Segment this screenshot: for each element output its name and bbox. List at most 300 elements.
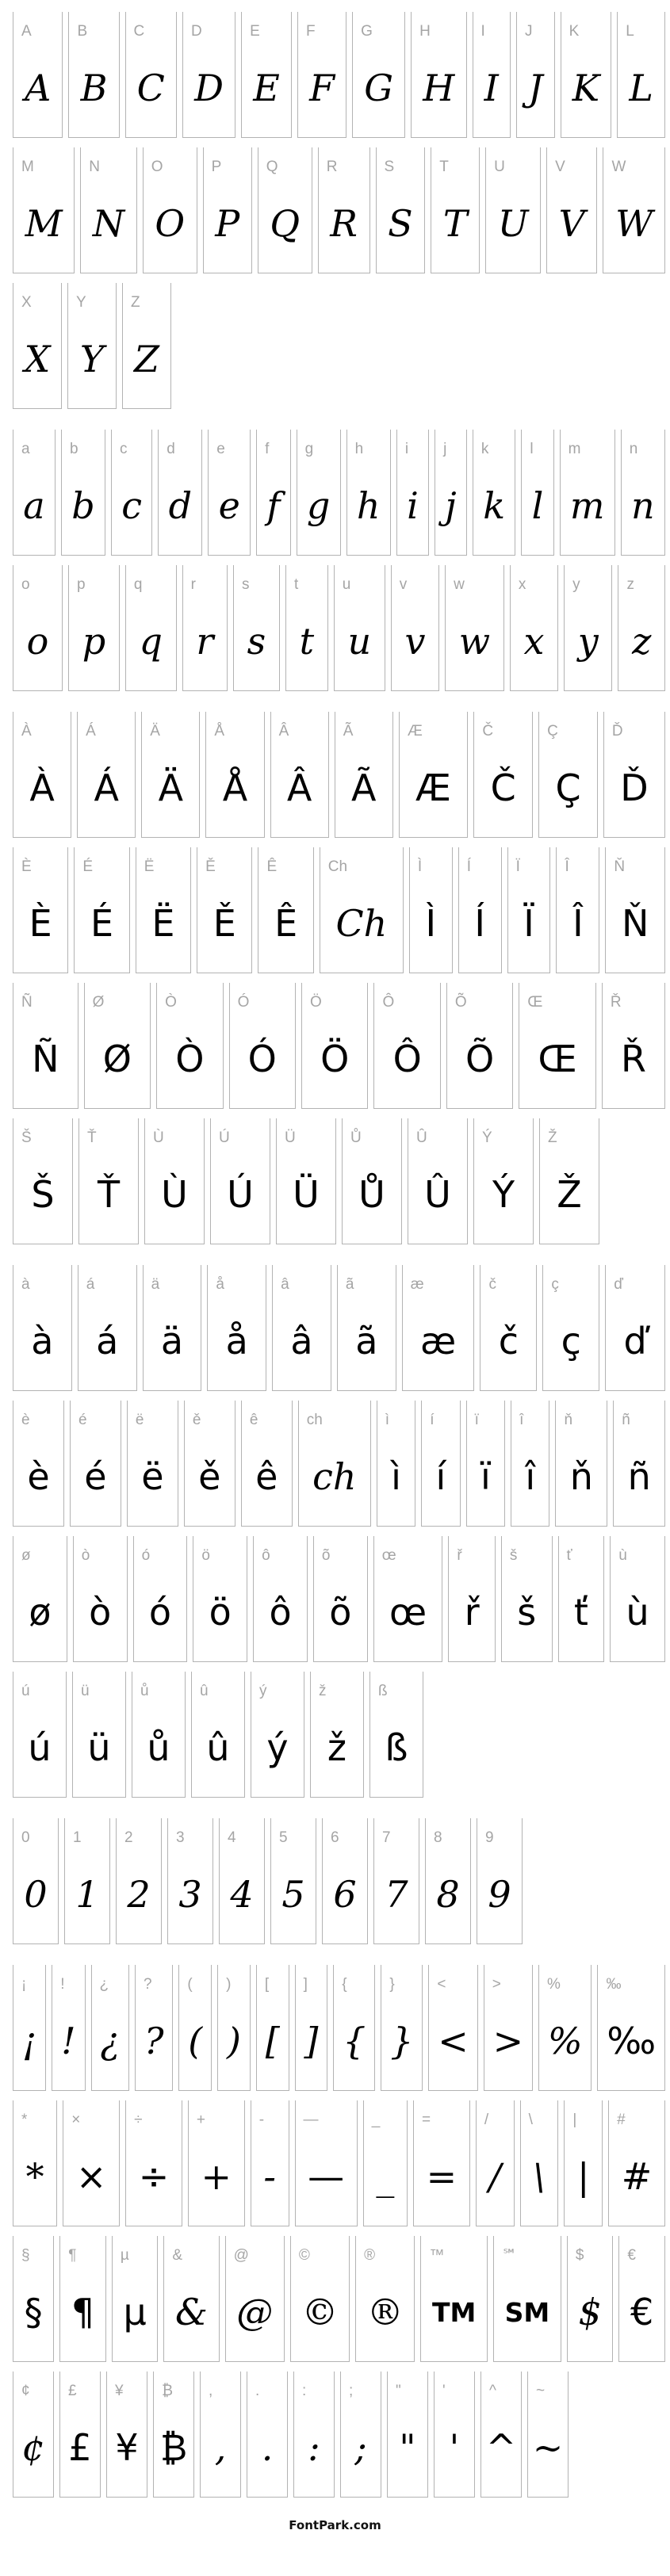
glyph-sample: + [201,2155,232,2198]
glyph-cell [473,12,511,138]
glyph-cell [13,1672,67,1798]
glyph-label: á [86,1276,95,1293]
glyph-sample: Ž [557,1173,582,1216]
glyph-sample: ~ [532,2426,564,2469]
glyph-cell [241,12,292,138]
glyph-sample: x [523,620,545,663]
glyph-cell [387,2372,428,2498]
glyph-sample: ř [464,1591,480,1634]
glyph-cell [501,1536,553,1662]
glyph-label: z [626,576,634,593]
glyph-label: ã [345,1276,354,1293]
glyph-cell [258,847,313,973]
glyph-label: È [21,858,32,875]
glyph-cell [127,1401,178,1527]
glyph-sample: Ť [97,1173,121,1216]
glyph-cell [251,2100,289,2226]
glyph-sample: , [214,2426,227,2469]
glyph-label: q [133,576,143,593]
glyph-cell [163,2236,219,2362]
glyph-sample: ä [160,1320,184,1363]
glyph-cell [520,2100,559,2226]
glyph-sample: ů [147,1726,170,1769]
glyph-sample: Ä [158,766,184,809]
glyph-label: Ñ [21,994,33,1011]
glyph-cell [295,2100,358,2226]
glyph-cell [408,1118,468,1244]
glyph-label: è [21,1412,30,1428]
glyph-sample: u [347,620,372,663]
glyph-label: R [326,159,338,175]
glyph-sample: ? [144,2020,164,2062]
glyph-cell [605,847,665,973]
glyph-cell [613,1401,665,1527]
glyph-cell [13,1401,64,1527]
glyph-cell [373,1818,419,1944]
glyph-sample: ô [269,1591,292,1634]
glyph-sample: á [96,1320,119,1363]
glyph-cell [425,1818,471,1944]
glyph-row [13,2372,665,2498]
glyph-sample: a [23,484,45,527]
glyph-label: Æ [407,723,423,740]
glyph-sample: ň [569,1455,593,1498]
glyph-sample: Ò [175,1038,205,1080]
glyph-sample: z [632,620,652,663]
glyph-sample: t [299,620,315,663]
glyph-label: š [509,1547,518,1564]
glyph-sample: N [92,202,125,245]
glyph-label: 9 [485,1829,494,1846]
glyph-label: " [396,2383,401,2399]
glyph-label: Á [86,723,96,740]
glyph-label: ] [303,1976,308,1993]
glyph-cell [605,1265,665,1391]
glyph-label: x [518,576,526,593]
glyph-cell [210,1118,270,1244]
glyph-label: Č [482,723,494,740]
glyph-sample: S [388,202,413,245]
glyph-sample: P [215,202,240,245]
glyph-cell [133,1536,188,1662]
glyph-sample: ñ [627,1455,651,1498]
glyph-cell [473,712,533,838]
glyph-sample: Ý [492,1173,515,1216]
glyph-label: ? [143,1976,152,1993]
glyph-label: e [216,441,225,457]
glyph-label: Ç [547,723,558,740]
glyph-sample: ë [141,1455,164,1498]
glyph-sample: . [261,2426,274,2469]
glyph-cell [153,2372,194,2498]
glyph-cell [608,2100,665,2226]
glyph-cell [561,12,612,138]
glyph-cell [80,147,136,273]
glyph-sample: # [621,2155,653,2198]
glyph-label: | [572,2112,577,2128]
glyph-label: ~ [536,2383,546,2399]
glyph-sample: À [29,766,55,809]
glyph-cell [320,847,404,973]
glyph-label: 2 [124,1829,133,1846]
glyph-cell [298,1401,371,1527]
glyph-sample: — [308,2155,345,2198]
glyph-cell [493,2236,561,2362]
glyph-label: @ [233,2247,249,2264]
glyph-label: Ý [482,1129,492,1146]
glyph-cell [73,1536,128,1662]
glyph-cell [555,1401,607,1527]
glyph-cell [207,1265,266,1391]
glyph-label: Ě [205,858,216,875]
glyph-sample: @ [236,2291,274,2333]
glyph-cell [297,12,346,138]
glyph-sample: § [24,2291,43,2333]
glyph-cell [428,1965,477,2091]
glyph-cell [13,1265,72,1391]
glyph-sample: µ [123,2291,147,2333]
glyph-label: 8 [434,1829,442,1846]
glyph-label: ž [319,1683,327,1699]
glyph-cell [476,2100,515,2226]
glyph-cell [446,983,513,1109]
glyph-sample: % [547,2020,583,2062]
glyph-cell [318,147,370,273]
glyph-sample: X [24,338,51,380]
glyph-sample: Õ [465,1038,495,1080]
glyph-label: ! [60,1976,65,1993]
glyph-label: Ž [548,1129,557,1146]
glyph-label: ø [21,1547,31,1564]
glyph-label: U [494,159,505,175]
glyph-row [13,1672,665,1798]
glyph-cell [473,430,515,556]
glyph-cell [67,283,117,409]
glyph-sample: U [497,202,529,245]
glyph-label: O [151,159,163,175]
glyph-sample: £ [68,2426,92,2469]
glyph-sample: Á [94,766,119,809]
glyph-cell [13,2372,54,2498]
glyph-sample: ( [188,2020,203,2062]
glyph-sample: p [82,620,106,663]
glyph-sample: ø [29,1591,52,1634]
glyph-cell [297,430,341,556]
glyph-sample: f [266,484,281,527]
glyph-label: ů [140,1683,149,1699]
glyph-cell [431,147,480,273]
glyph-sample: c [121,484,143,527]
glyph-sample: E [253,67,280,109]
glyph-sample: O [155,202,186,245]
glyph-sample: Â [286,766,312,809]
glyph-cell [603,712,665,838]
glyph-cell [448,1536,496,1662]
glyph-sample: Q [270,202,301,245]
glyph-sample: & [174,2291,208,2333]
glyph-sample: _ [376,2155,395,2198]
glyph-sample: ¿ [100,2020,121,2062]
glyph-label: $ [575,2247,584,2264]
glyph-label: £ [68,2383,77,2399]
glyph-sample: ^ [485,2426,517,2469]
glyph-cell [560,430,615,556]
glyph-sample: Ë [151,902,175,945]
glyph-label: ch [306,1412,323,1428]
glyph-label: µ [120,2247,129,2264]
glyph-label: Ť [87,1129,97,1146]
glyph-sample: Ï [523,902,534,945]
glyph-cell [342,1118,402,1244]
glyph-label: ê [249,1412,258,1428]
glyph-cell [391,565,439,691]
glyph-cell [229,983,296,1109]
glyph-cell [285,565,328,691]
glyph-label: j [443,441,447,457]
glyph-label: p [77,576,86,593]
glyph-label: T [439,159,449,175]
glyph-sample: ú [28,1726,52,1769]
glyph-sample: ï [480,1455,491,1498]
glyph-cell [167,1818,213,1944]
glyph-label: ₿ [162,2383,174,2399]
glyph-sample: C [136,67,165,109]
glyph-label: ť [566,1547,572,1564]
glyph-sample: © [301,2291,339,2333]
glyph-label: b [69,441,78,457]
glyph-cell [480,2372,522,2498]
glyph-sample: h [356,484,381,527]
glyph-sample: Ù [161,1173,188,1216]
glyph-sample: ‰ [607,2020,657,2062]
glyph-cell [68,565,120,691]
group-numerals [13,1818,665,1944]
glyph-label: ¿ [99,1976,109,1993]
glyph-cell [13,147,75,273]
glyph-sample: ¥ [115,2426,139,2469]
glyph-cell [510,565,558,691]
glyph-label: Ä [150,723,160,740]
glyph-row [13,2100,665,2226]
glyph-sample: Ď [620,766,649,809]
glyph-cell [64,1818,110,1944]
glyph-label: < [437,1976,446,1993]
glyph-label: J [524,23,533,40]
glyph-cell [276,1118,336,1244]
glyph-sample: 5 [281,1873,305,1916]
glyph-cell [61,430,105,556]
glyph-label: / [484,2112,489,2128]
glyph-sample: Ü [293,1173,320,1216]
glyph-cell [485,147,541,273]
glyph-label: ' [442,2383,446,2399]
glyph-sample: q [139,620,163,663]
glyph-sample: ß [385,1726,408,1769]
glyph-sample: å [225,1320,248,1363]
glyph-cell [346,430,391,556]
glyph-row [13,565,665,691]
glyph-sample: V [558,202,585,245]
glyph-cell [78,1118,139,1244]
glyph-label: Ê [266,858,278,875]
glyph-label: M [21,159,34,175]
glyph-cell [59,2236,106,2362]
glyph-sample: Å [222,766,248,809]
glyph-row [13,1401,665,1527]
glyph-sample: õ [329,1591,352,1634]
glyph-row [13,147,665,273]
glyph-label: 4 [228,1829,236,1846]
glyph-label: F [305,23,316,40]
glyph-cell [413,2100,470,2226]
glyph-cell [13,12,63,138]
glyph-label: ‰ [606,1976,622,1993]
glyph-row [13,1536,665,1662]
glyph-cell [219,1818,265,1944]
glyph-sample: 9 [488,1873,511,1916]
glyph-cell [373,983,440,1109]
glyph-sample: [ [265,2020,280,2062]
glyph-sample: 8 [436,1873,460,1916]
glyph-sample: K [572,67,600,109]
glyph-sample: e [218,484,240,527]
glyph-cell [355,2236,415,2362]
glyph-label: 3 [176,1829,185,1846]
glyph-cell [13,983,78,1109]
glyph-cell [135,1965,173,2091]
glyph-sample: × [75,2155,107,2198]
glyph-label: W [611,159,626,175]
glyph-label: * [21,2112,28,2128]
glyph-label: ç [551,1276,559,1293]
glyph-cell [191,1672,245,1798]
glyph-sample: g [306,484,331,527]
glyph-sample: â [290,1320,313,1363]
glyph-label: A [21,23,32,40]
glyph-label: n [629,441,638,457]
glyph-label: V [555,159,565,175]
glyph-sample: I [484,67,499,109]
glyph-cell [334,565,385,691]
group-lowercase-accents [13,1265,665,1798]
glyph-sample: n [631,484,655,527]
glyph-sample: î [525,1455,536,1498]
glyph-sample: Î [572,902,584,945]
glyph-label: Û [416,1129,427,1146]
glyph-cell [335,712,393,838]
glyph-label: ô [262,1547,270,1564]
glyph-sample: ü [87,1726,111,1769]
glyph-cell [205,712,264,838]
glyph-sample: ' [449,2426,460,2469]
glyph-sample: W [615,202,653,245]
glyph-sample: Ů [358,1173,385,1216]
glyph-cell [13,1118,73,1244]
glyph-sample: / [488,2155,501,2198]
glyph-label: s [241,576,250,593]
glyph-sample: TM [432,2296,477,2328]
glyph-cell [610,1536,665,1662]
glyph-sample: ž [327,1726,347,1769]
glyph-cell [193,1536,247,1662]
glyph-sample: ò [89,1591,112,1634]
glyph-label: — [303,2112,319,2128]
glyph-label: Š [21,1129,32,1146]
glyph-cell [313,1536,368,1662]
glyph-sample: SM [504,2296,550,2328]
glyph-sample: ! [61,2020,76,2062]
glyph-cell [13,1818,59,1944]
glyph-cell [247,2372,288,2498]
glyph-cell [337,1265,396,1391]
glyph-label: ò [81,1547,90,1564]
glyph-cell [13,565,63,691]
footer-brand: FontPark.com [289,2518,381,2532]
group-symbols [13,1965,665,2498]
glyph-cell [182,12,235,138]
glyph-sample: à [31,1320,54,1363]
glyph-label: d [167,441,175,457]
glyph-cell [68,12,119,138]
glyph-sample: j [445,484,457,527]
glyph-cell [567,2236,614,2362]
glyph-sample: | [577,2155,590,2198]
glyph-cell [106,2372,147,2498]
glyph-label: Ch [327,858,348,875]
glyph-cell [122,283,171,409]
glyph-label: ^ [489,2383,496,2399]
glyph-sample: Ñ [32,1038,59,1080]
glyph-sample: ) [227,2020,241,2062]
glyph-cell [203,147,252,273]
glyph-row [13,1265,665,1391]
glyph-sample: J [528,67,543,109]
glyph-sample: v [404,620,426,663]
glyph-label: ß [378,1683,388,1699]
glyph-sample: ó [148,1591,172,1634]
glyph-cell [597,1965,665,2091]
glyph-cell [112,2236,159,2362]
glyph-label: [ [264,1976,270,1993]
glyph-cell [178,1965,212,2091]
glyph-sample: G [364,67,394,109]
glyph-sample: è [27,1455,50,1498]
glyph-sample: " [399,2426,416,2469]
glyph-cell [322,1818,368,1944]
glyph-sample: B [80,67,108,109]
glyph-row [13,847,665,973]
glyph-label: } [389,1976,395,1993]
glyph-sample: ₿ [159,2426,188,2469]
glyph-label: ( [187,1976,193,1993]
glyph-label: © [298,2247,310,2264]
glyph-sample: $ [578,2291,602,2333]
glyph-sample: é [84,1455,107,1498]
glyph-label: Ã [343,723,354,740]
glyph-cell [411,12,466,138]
glyph-label: 7 [382,1829,391,1846]
glyph-sample: } [390,2020,414,2062]
glyph-label: f [265,441,270,457]
glyph-label: € [627,2247,636,2264]
glyph-sample: û [206,1726,230,1769]
glyph-cell [507,847,551,973]
glyph-label: X [21,294,32,311]
glyph-label: & [172,2247,183,2264]
glyph-label: + [196,2112,205,2128]
glyph-label: ó [141,1547,151,1564]
glyph-sample: œ [389,1591,427,1634]
